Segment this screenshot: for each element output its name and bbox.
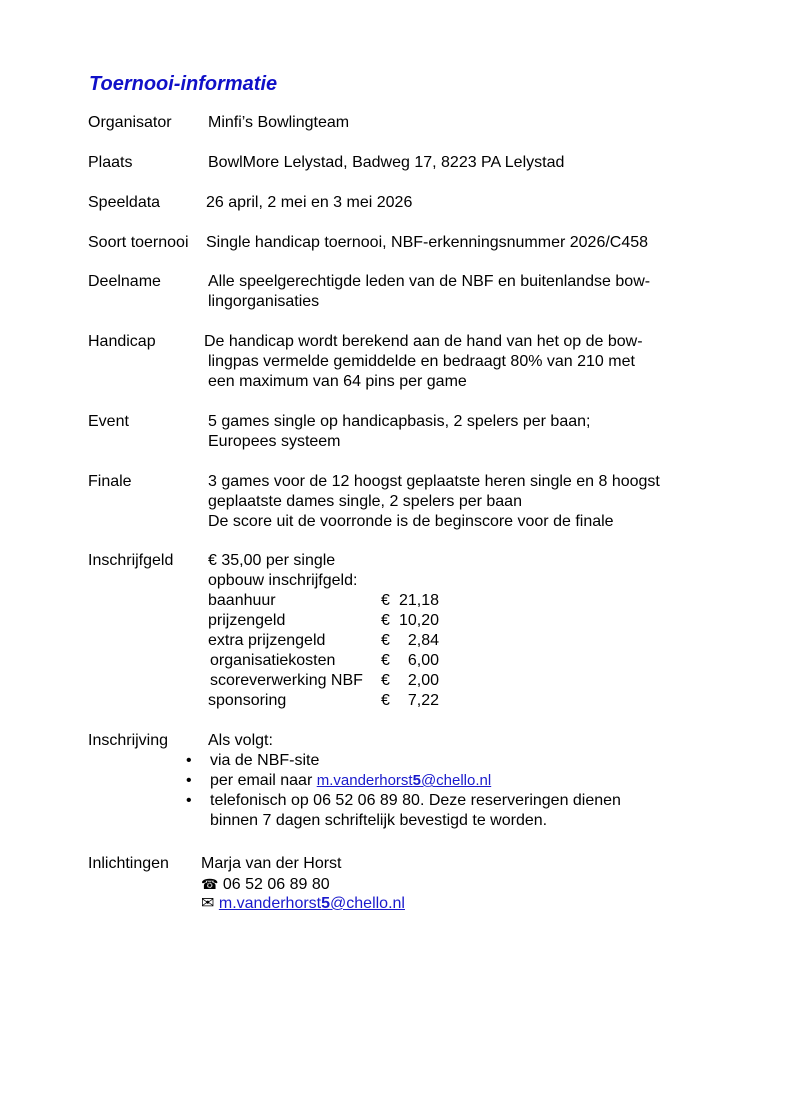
email-part: m.vanderhorst xyxy=(316,772,413,789)
cost-amount: 21,18 xyxy=(398,592,439,609)
label-plaats: Plaats xyxy=(88,154,133,171)
cost-item xyxy=(208,691,468,711)
email-link[interactable] xyxy=(317,772,491,789)
phone-line: telefonisch op 06 52 06 89 80. Deze reserveringen dienen xyxy=(210,792,621,809)
cost-name: prijzengeld xyxy=(208,612,286,629)
value-speeldata: 26 april, 2 mei en 3 mei 2026 xyxy=(206,194,413,211)
list-item xyxy=(88,791,708,831)
phone-number: 06 52 06 89 80 xyxy=(222,876,330,893)
cost-name: sponsoring xyxy=(208,692,287,709)
phone-line: binnen 7 dagen schriftelijk bevestigd te worden. xyxy=(210,812,548,829)
email-part: m.vanderhorst xyxy=(218,895,322,912)
email-link[interactable] xyxy=(219,895,405,912)
contact-email xyxy=(201,894,405,914)
label-inschrijfgeld: Inschrijfgeld xyxy=(88,552,174,569)
bullet-text xyxy=(210,791,621,831)
currency-symbol: € xyxy=(381,672,390,689)
cost-item xyxy=(208,651,468,671)
cost-amount: 2,00 xyxy=(407,672,439,689)
finale-line: geplaatste dames single, 2 spelers per baan xyxy=(208,493,522,510)
handicap-line: lingpas vermelde gemiddelde en bedraagt 80% van 210 met xyxy=(208,353,635,370)
value-event xyxy=(208,412,590,452)
currency-symbol: € xyxy=(381,652,390,669)
phone-icon: ☎ xyxy=(201,876,219,892)
cost-name: baanhuur xyxy=(208,592,276,609)
cost-name: scoreverwerking NBF xyxy=(210,672,363,689)
finale-line: De score uit de voorronde is de beginscore voor de finale xyxy=(208,513,614,530)
cost-item xyxy=(208,591,468,611)
label-handicap: Handicap xyxy=(88,333,156,350)
bullet-icon: • xyxy=(186,772,192,789)
cost-item xyxy=(208,671,468,691)
price-per-single: € 35,00 per single xyxy=(208,552,336,569)
email-part: @chello.nl xyxy=(330,895,405,912)
label-speeldata: Speeldata xyxy=(88,194,161,211)
value-inschrijfgeld xyxy=(208,551,468,711)
label-inlichtingen: Inlichtingen xyxy=(88,855,169,872)
value-inlichtingen xyxy=(201,854,405,914)
cost-amount: 2,84 xyxy=(407,632,439,649)
row-inschrijving xyxy=(88,731,708,841)
finale-line: 3 games voor de 12 hoogst geplaatste heren single en 8 hoogst xyxy=(208,473,660,490)
label-inschrijving: Inschrijving xyxy=(88,732,169,749)
deelname-line: Alle speelgerechtigde leden van de NBF en buitenlandse bow- xyxy=(208,273,651,290)
email-prefix: per email naar xyxy=(210,772,317,789)
event-line: Europees systeem xyxy=(208,433,341,450)
value-deelname xyxy=(208,272,650,312)
cost-item xyxy=(208,631,468,651)
currency-symbol: € xyxy=(381,632,390,649)
email-part: 5 xyxy=(412,772,421,789)
handicap-line: een maximum van 64 pins per game xyxy=(208,373,467,390)
bullet-icon: • xyxy=(186,792,192,809)
inschrijving-list xyxy=(88,751,708,831)
label-soort-toernooi: Soort toernooi xyxy=(88,234,189,251)
label-organisator: Organisator xyxy=(88,114,172,131)
label-deelname: Deelname xyxy=(88,273,161,290)
event-line: 5 games single op handicapbasis, 2 spelers per baan; xyxy=(208,413,591,430)
value-handicap xyxy=(204,332,643,392)
label-event: Event xyxy=(88,413,129,430)
mail-icon: ✉ xyxy=(201,895,215,912)
list-item xyxy=(88,751,708,771)
handicap-line: De handicap wordt berekend aan de hand van het op de bow- xyxy=(204,333,643,350)
cost-amount: 6,00 xyxy=(407,652,439,669)
deelname-line: lingorganisaties xyxy=(208,293,320,310)
label-finale: Finale xyxy=(88,473,132,490)
value-finale xyxy=(208,472,660,532)
cost-name: organisatiekosten xyxy=(210,652,336,669)
currency-symbol: € xyxy=(381,612,390,629)
cost-item xyxy=(208,611,468,631)
cost-amount: 10,20 xyxy=(398,612,439,629)
email-part: 5 xyxy=(321,895,331,912)
value-soort-toernooi: Single handicap toernooi, NBF-erkenningsnummer 2026/C458 xyxy=(206,234,649,251)
cost-amount: 7,22 xyxy=(407,692,439,709)
page-title: Toernooi-informatie xyxy=(89,73,278,95)
email-part: @chello.nl xyxy=(420,772,492,789)
value-organisator: Minfi’s Bowlingteam xyxy=(208,114,350,131)
currency-symbol: € xyxy=(381,692,390,709)
bullet-text xyxy=(210,771,491,791)
cost-name: extra prijzengeld xyxy=(208,632,326,649)
contact-phone xyxy=(201,874,405,894)
value-plaats: BowlMore Lelystad, Badweg 17, 8223 PA Lelystad xyxy=(208,154,565,171)
breakdown-title: opbouw inschrijfgeld: xyxy=(208,572,358,589)
list-item xyxy=(88,771,708,791)
contact-name: Marja van der Horst xyxy=(201,855,342,872)
currency-symbol: € xyxy=(381,592,390,609)
inschrijving-intro: Als volgt: xyxy=(208,732,273,749)
bullet-icon: • xyxy=(186,752,192,769)
bullet-text: via de NBF-site xyxy=(210,752,320,769)
